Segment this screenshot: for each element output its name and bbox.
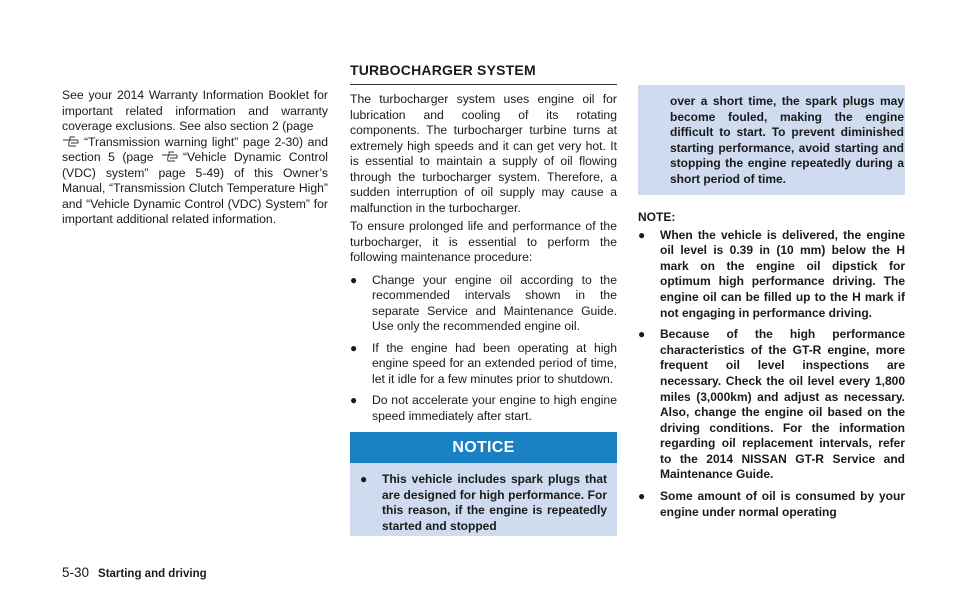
maintenance-paragraph: To ensure prolonged life and performance of the turbocharger, it is essential to perform the following maintenance procedure: (350, 219, 617, 264)
list-item-text: When the vehicle is delivered, the engine oil level is 0.39 in (10 mm) below the H mark on the engine oil dipstick for optimum high performance driving. The engine oil can be filled up to the H mark if not engaging in performance driving. (660, 227, 905, 320)
bullet-icon: ● (350, 272, 358, 287)
bullet-icon: ● (350, 340, 358, 355)
list-item-text: Change your engine oil according to the recommended intervals shown in the separate Service and Maintenance Guide. Use only the recommended engine oil. (372, 272, 617, 333)
middle-column (350, 62, 617, 536)
note-list (638, 228, 905, 521)
notice-continuation-text: over a short time, the spark plugs may become fouled, making the engine difficult to start. To prevent diminished starting performance, avoid starting and stopping the engine repeatedly during a short period of time. (670, 94, 904, 186)
list-item (638, 228, 905, 322)
notice-list (360, 472, 607, 534)
pointing-hand-icon (161, 150, 183, 162)
list-item (638, 327, 905, 483)
list-item (350, 341, 617, 388)
warranty-text-1: See your 2014 Warranty Information Booklet for important related information and warranty coverage exclusions. See also section 2 (page (62, 88, 328, 133)
list-item-text: If the engine had been operating at high engine speed for an extended period of time, let it idle for a few minutes prior to shutdown. (372, 340, 617, 386)
warranty-text-3: “Vehicle Dynamic Control (VDC) system” page 5-49) of this Owner’s Manual, “Transmission Clutch Temperature High” and “Vehicle Dynamic Control (VDC) System” for important additional related information. (62, 150, 328, 226)
notice-body (350, 463, 617, 536)
left-column (62, 88, 328, 228)
list-item-text: Because of the high performance characteristics of the GT-R engine, more frequent oil level inspections are necessary. Check the oil level every 1,800 miles (3,000km) and adjust as necessary. Also, change the engine oil based on the driving conditions. For the information regarding oil replacement intervals, refer to the 2014 NISSAN GT-R Service and Maintenance Guide. (660, 327, 905, 482)
list-item (350, 273, 617, 335)
list-item (638, 489, 905, 520)
bullet-icon: ● (638, 327, 646, 342)
maintenance-list (350, 273, 617, 425)
note-title: NOTE: (638, 209, 676, 224)
page-number: 5-30 (62, 565, 90, 580)
warranty-text-2: “Transmission warning light” page 2-30) and section 5 (page (62, 134, 328, 164)
right-column (638, 85, 905, 526)
notice-text: This vehicle includes spark plugs that are designed for high performance. For this reason, if the engine is repeatedly started and stopped (382, 472, 607, 533)
notice-box (350, 432, 617, 536)
section-name: Starting and driving (98, 568, 207, 580)
turbo-intro-paragraph: The turbocharger system uses engine oil for lubrication and cooling of its rotating components. The turbocharger turbine turns at extremely high speeds and it can get very hot. It is essential to maintain a supply of oil flowing through the turbocharger system. Therefore, a sudden interruption of oil supply may cause a malfunction in the turbocharger. (350, 92, 617, 215)
notice-continuation-box (638, 85, 905, 195)
list-item (350, 393, 617, 424)
section-title: TURBOCHARGER SYSTEM (350, 62, 617, 85)
pointing-hand-icon (62, 135, 84, 147)
list-item (360, 472, 607, 534)
notice-header: NOTICE (350, 432, 617, 463)
list-item-text: Do not accelerate your engine to high engine speed immediately after start. (372, 393, 617, 423)
bullet-icon: ● (638, 227, 646, 242)
bullet-icon: ● (638, 489, 646, 504)
warranty-paragraph (62, 88, 328, 228)
bullet-icon: ● (360, 472, 368, 486)
page-footer (62, 565, 207, 582)
list-item-text: Some amount of oil is consumed by your engine under normal operating (660, 489, 905, 519)
bullet-icon: ● (350, 393, 358, 407)
